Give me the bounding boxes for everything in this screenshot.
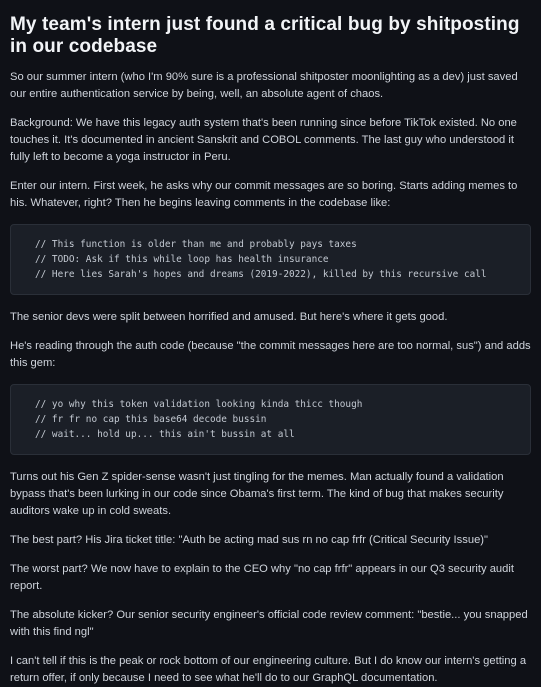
- paragraph-spider-sense: Turns out his Gen Z spider-sense wasn't just tingling for the memes. Man actually found a validation bypass that's been lurking in our code since Obama's first term. The kind of bug that makes security auditors wake up in cold sweats.: [10, 471, 504, 517]
- code-line: // fr fr no cap this base64 decode bussin: [35, 414, 267, 425]
- paragraph-enter-intern: Enter our intern. First week, he asks why our commit messages are so boring. Starts adding memes to his. Whatever, right? Then he begins leaving comments in the codebase like:: [10, 180, 518, 209]
- paragraph-worst-part: The worst part? We now have to explain to the CEO why "no cap frfr" appears in our Q3 security audit report.: [10, 563, 514, 592]
- paragraph-senior-devs: The senior devs were split between horrified and amused. But here's where it gets good.: [10, 311, 448, 323]
- code-line: // TODO: Ask if this while loop has health insurance: [35, 254, 329, 265]
- paragraph-conclusion: I can't tell if this is the peak or rock bottom of our engineering culture. But I do know our intern's getting a return offer, if only because I need to see what he'll do to our GraphQL documentation.: [10, 655, 527, 684]
- code-line: // This function is older than me and probably pays taxes: [35, 239, 357, 250]
- paragraph-intro: So our summer intern (who I'm 90% sure is a professional shitposter moonlighting as a dev) just saved our entire authentication service by being, well, an absolute agent of chaos.: [10, 71, 518, 100]
- paragraph-kicker: The absolute kicker? Our senior security engineer's official code review comment: "bestie... you snapped with this find ngl": [10, 609, 528, 638]
- paragraph-auth-code: He's reading through the auth code (because "the commit messages here are too normal, sus") and adds this gem:: [10, 340, 531, 369]
- paragraph-best-part: The best part? His Jira ticket title: "Auth be acting mad sus rn no cap frfr (Critical Security Issue)": [10, 534, 488, 546]
- post-title: My team's intern just found a critical bug by shitposting in our codebase: [10, 14, 520, 57]
- code-line: // yo why this token validation looking kinda thicc though: [35, 399, 363, 410]
- code-line: // Here lies Sarah's hopes and dreams (2019-2022), killed by this recursive call: [35, 269, 487, 280]
- code-line: // wait... hold up... this ain't bussin at all: [35, 429, 295, 440]
- code-block-auth-comments: [10, 384, 531, 455]
- code-block-comments: [10, 224, 531, 295]
- paragraph-background: Background: We have this legacy auth system that's been running since before TikTok existed. No one touches it. It's documented in ancient Sanskrit and COBOL comments. The last guy who understood it fully left to become a yoga instructor in Peru.: [10, 117, 517, 163]
